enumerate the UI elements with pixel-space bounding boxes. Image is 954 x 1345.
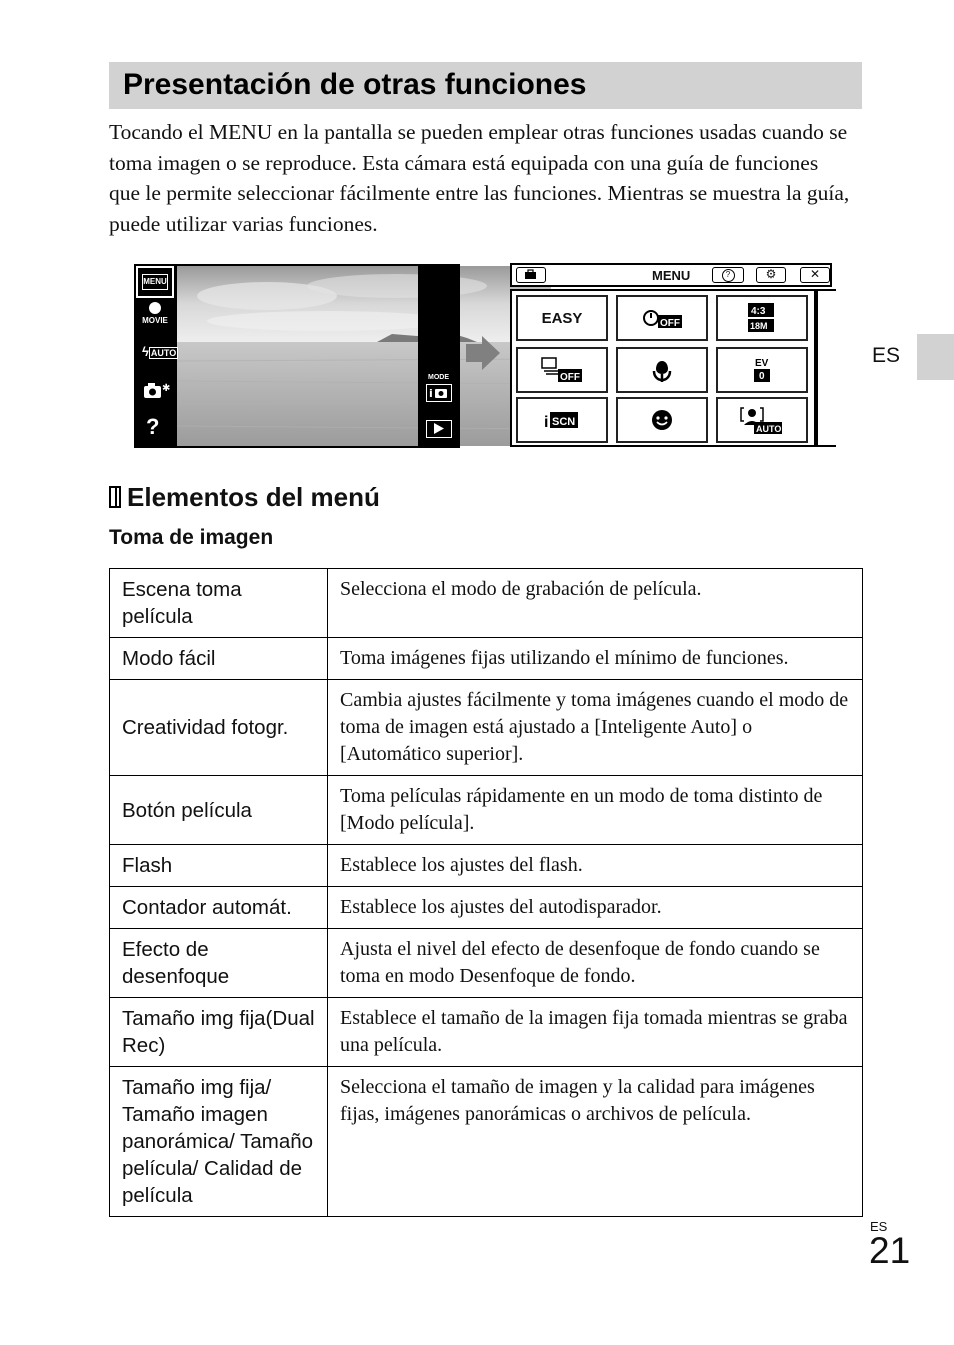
svg-text:18M: 18M [750,321,768,331]
item-description: Establece los ajustes del autodisparador. [328,887,863,929]
smile-icon[interactable] [616,397,708,443]
item-description: Selecciona el modo de grabación de película. [328,569,863,638]
page-title-bar [109,62,862,109]
svg-text:OFF: OFF [560,372,580,383]
flash-auto-icon[interactable]: ϟ AUTO [142,344,177,359]
table-row [110,887,863,929]
playback-icon[interactable] [426,420,452,438]
menu-grid [510,289,816,447]
table-row [110,680,863,776]
easy-label: EASY [541,309,583,327]
table-row [110,569,863,638]
item-name: Tamaño img fija(Dual Rec) [110,998,328,1067]
timer-off-label: OFF [660,318,680,329]
language-label: ES [872,344,901,367]
table-row [110,998,863,1067]
ev-icon[interactable] [716,347,808,393]
settings-gear-icon[interactable]: ⚙ [756,267,786,283]
svg-text:✱: ✱ [162,383,171,394]
self-timer-off-icon[interactable] [616,295,708,341]
face-detection-auto-icon[interactable] [716,397,808,443]
item-name: Modo fácil [110,638,328,680]
page-number: 21 [869,1230,911,1271]
item-description: Cambia ajustes fácilmente y toma imágenes cuando el modo de toma de imagen está ajustado a [Inteligente Auto] o [Automático superior]. [328,680,863,776]
item-name: Flash [110,845,328,887]
burst-off-icon[interactable] [516,347,608,393]
macro-icon[interactable] [616,347,708,393]
language-tab [917,334,954,380]
page-title: Presentación de otras funciones [123,68,587,101]
easy-mode-icon[interactable] [516,295,608,341]
movie-label: MOVIE [142,316,168,325]
item-name: Contador automát. [110,887,328,929]
item-description: Establece los ajustes del flash. [328,845,863,887]
menu-top-bar [510,263,832,287]
camera-menu-screen [510,263,836,449]
mode-label: MODE [428,374,449,381]
flash-auto-label: AUTO [150,348,177,358]
arrow-right-icon [466,336,502,370]
item-description: Selecciona el tamaño de imagen y la calidad para imágenes fijas, imágenes panorámicas o archivos de película. [328,1067,863,1217]
camera-shooting-screen [134,264,460,448]
item-description: Toma películas rápidamente en un modo de toma distinto de [Modo película]. [328,776,863,845]
image-size-icon[interactable] [716,295,808,341]
svg-text:i: i [544,414,549,431]
scene-icon[interactable] [516,397,608,443]
table-row [110,845,863,887]
item-description: Toma imágenes fijas utilizando el mínimo de funciones. [328,638,863,680]
item-name: Escena toma película [110,569,328,638]
intelligent-auto-mode-icon[interactable] [426,384,452,402]
heading-marker-icon [109,486,121,508]
table-row [110,929,863,998]
item-name: Tamaño img fija/ Tamaño imagen panorámica/ Tamaño película/ Calidad de película [110,1067,328,1217]
svg-text:0: 0 [759,371,765,382]
movie-mode-icon[interactable] [140,302,170,328]
table-row [110,638,863,680]
item-description: Ajusta el nivel del efecto de desenfoque de fondo cuando se toma en modo Desenfoque de fondo. [328,929,863,998]
left-icon-column [134,264,177,448]
menu-button[interactable] [136,266,174,298]
toolbox-icon[interactable] [516,267,546,283]
help-icon[interactable]: ? [146,414,160,439]
section-heading [109,482,380,513]
right-icon-column [418,264,460,448]
menu-icon: MENU [142,274,168,290]
menu-scroll-edge [816,289,836,447]
item-name: Creatividad fotogr. [110,680,328,776]
footer-language: ES [870,1219,888,1234]
help-guide-icon[interactable]: ? [712,267,744,283]
table-row [110,776,863,845]
svg-text:EV: EV [755,358,769,369]
item-name: Efecto de desenfoque [110,929,328,998]
intro-paragraph: Tocando el MENU en la pantalla se pueden emplear otras funciones usadas cuando se toma imagen o se reproduce. Esta cámara está equipada con una guía de funciones que le permite seleccionar fácilmente entre las funciones. Mientras se muestra la guía, puede utilizar varias funciones. [109,120,850,236]
svg-text:SCN: SCN [552,416,576,428]
menu-items-table [109,568,863,1217]
svg-text:4:3: 4:3 [751,306,766,317]
item-name: Botón película [110,776,328,845]
menu-title: MENU [652,268,691,283]
svg-text:AUTO: AUTO [756,424,782,434]
photo-creativity-icon[interactable] [143,382,171,398]
item-description: Establece el tamaño de la imagen fija tomada mientras se graba una película. [328,998,863,1067]
section-subheading: Toma de imagen [109,526,274,549]
section-heading-text: Elementos del menú [127,482,380,512]
close-icon[interactable]: ✕ [800,267,830,283]
svg-text:i: i [429,387,433,400]
table-row [110,1067,863,1217]
